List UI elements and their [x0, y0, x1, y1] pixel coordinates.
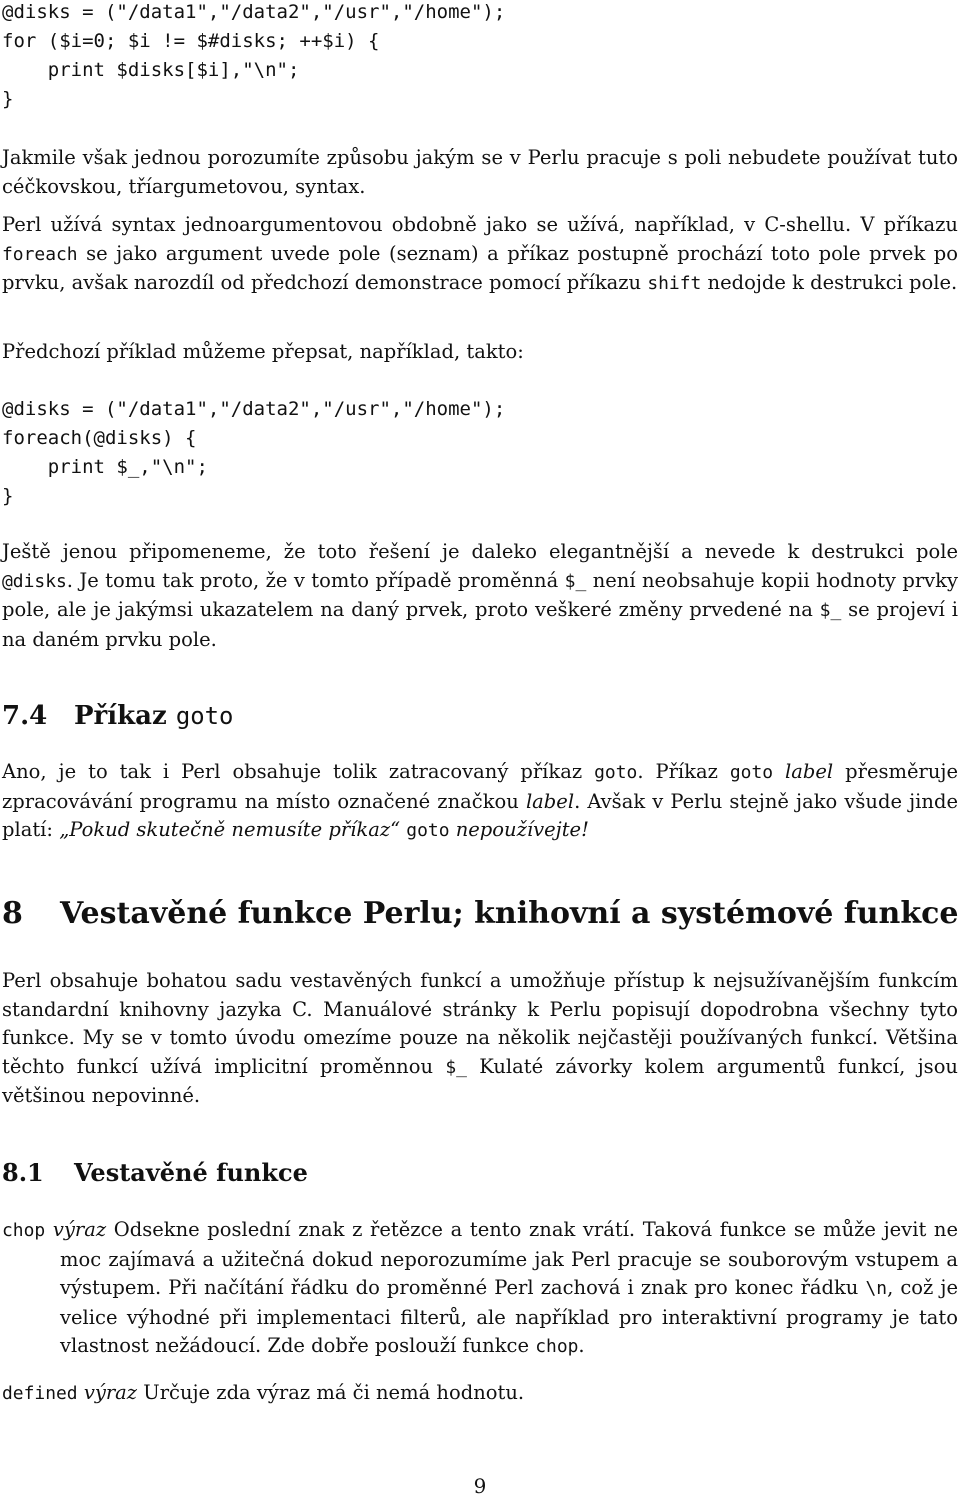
section-heading-7-4: 7.4 Příkaz goto	[2, 701, 234, 731]
section-heading-8-1: 8.1 Vestavěné funkce	[2, 1158, 308, 1187]
section-heading-8: 8 Vestavěné funkce Perlu; knihovní a systémové funkce	[2, 896, 959, 931]
term-chop: chop	[2, 1220, 46, 1241]
paragraph-intro: Jakmile však jednou porozumíte způsobu jakým se v Perlu pracuje s poli nebudete používat tuto céčkovskou, tříargumetovou, syntax.	[2, 146, 958, 198]
definition-item-chop: chop výraz Odsekne poslední znak z řetězce a tento znak vrátí. Taková funkce se může jevit ne moc zajímavá a užitečná dokud neporozumíme jak Perl pracuje se souborovým vstupem a výstupem. Při načítání řádku do proměnné Perl zachová i znak pro konec řádku \n, což je velice výhodné při implementaci filterů, ale například pro interaktivní programy je tato vlastnost nežádoucí. Zde dobře poslouží funkce chop.	[2, 1218, 958, 1358]
paragraph-builtins: Perl obsahuje bohatou sadu vestavěných funkcí a umožňuje přístup k nejsužívanějším funkcím standardní knihovny jazyka C. Manuálové stránky k Perlu popisují dopodrobna všechny tyto funkce. My se v tomto úvodu omezíme pouze na několik nejčastěji používaných funkcí. Většina těchto funkcí užívá implicitní proměnnou $_ Kulaté závorky kolem argumentů funkcí, jsou většinou nepovinné.	[2, 969, 958, 1108]
definition-item-defined: defined výraz Určuje zda výraz má či nemá hodnotu.	[2, 1381, 525, 1404]
paragraph-rewrite: Předchozí příklad můžeme přepsat, například, takto:	[2, 340, 524, 363]
code-block-foreach: @disks = ("/data1","/data2","/usr","/home"); foreach(@disks) { print $_,"\n"; }	[2, 398, 506, 507]
inline-code-shift: shift	[647, 273, 702, 295]
paragraph-elegance: Ještě jenou připomeneme, že toto řešení je daleko elegantnější a nevede k destrukci pole @disks. Je tomu tak proto, že v tomto případě proměnná $_ není neobsahuje kopii hodnoty prvky pole, ale je jakýmsi ukazatelem na daný prvek, proto veškeré změny prvedené na $_ se projeví i na daném prvku pole.	[2, 540, 958, 651]
code-block-for-loop: @disks = ("/data1","/data2","/usr","/home"); for ($i=0; $i != $#disks; ++$i) { print $disks[$i],"\n"; }	[2, 1, 506, 110]
paragraph-foreach: Perl užívá syntax jednoargumentovou obdobně jako se užívá, například, v C-shellu. V příkazu foreach se jako argument uvede pole (seznam) a příkaz postupně prochází toto pole prvek po prvku, avšak narozdíl od předchozí demonstrace pomocí příkazu shift nedojde k destrukci pole.	[2, 213, 958, 295]
term-defined: defined	[2, 1383, 78, 1404]
inline-code-foreach: foreach	[2, 243, 78, 265]
page-number: 9	[473, 1474, 487, 1498]
paragraph-goto: Ano, je to tak i Perl obsahuje tolik zatracovaný příkaz goto. Příkaz goto label přesměruje zpracovávání programu na místo označené značkou label. Avšak v Perlu stejně jako všude jinde platí: „Pokud skutečně nemusíte příkaz“ goto nepoužívejte!	[2, 760, 958, 842]
